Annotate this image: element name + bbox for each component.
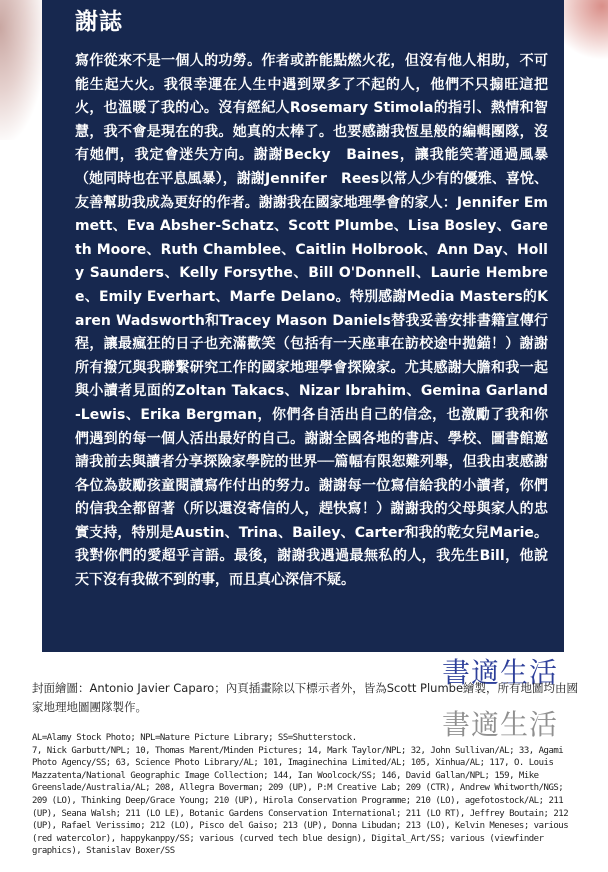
acknowledgements-body: 寫作從來不是一個人的功勞。作者或許能點燃火花，但沒有他人相助，不可能生起大火。我很幸運在人生中遇到眾多了不起的人，他們不只搧旺這把火，也溫暖了我的心。沒有經紀人Rosemary Stimola的指引、熱情和智慧，我不會是現在的我。她真的太棒了。也要感謝我恆星般的編輯團隊，沒有她們，我定會迷失方向。謝謝Becky Baines，讓我能笑著通過風暴（她同時也在平息風暴），謝謝Jennifer Rees以常人少有的優雅、喜悅、友善幫助我成為更好的作者。謝謝我在國家地理學會的家人：Jennifer Emmett、Eva Absher-Schatz、Scott Plumbe、Lisa Bosley、Gareth Moore、Ruth Chamblee、Caitlin Holbrook、Ann Day、Holly Saunders、Kelly Forsythe、Bill O'Donnell、Laurie Hembree、Emily Everhart、Marfe Delano。特別感謝Media Masters的Karen Wadsworth和Tracey Mason Daniels替我妥善安排書籍宣傳行程，讓最瘋狂的日子也充滿歡笑（包括有一天座車在訪校途中拋錨！）謝謝所有撥冗與我聯繫研究工作的國家地理學會探險家。尤其感謝大膽和我一起與小讀者見面的Zoltan Takacs、Nizar Ibrahim、Gemina Garland-Lewis、Erika Bergman，你們各自活出自己的信念，也激勵了我和你們遇到的每一個人活出最好的自己。謝謝全國各地的書店、學校、圖書館邀請我前去與讀者分享探險家學院的世界──篇幅有限恕難列舉，但我由衷感謝各位為鼓勵孩童閱讀寫作付出的努力。謝謝每一位寫信給我的小讀者，你們的信我全都留著（所以還沒寄信的人，趕快寫！）謝謝我的父母與家人的忠實支持，特別是Austin、Trina、Bailey、Carter和我的乾女兒Marie。我對你們的愛超乎言語。最後，謝謝我遇過最無私的人，我先生Bill，他說天下沒有我做不到的事，而且真心深信不疑。 [75,53,548,589]
photo-credits [32,732,580,858]
acknowledgements-panel [42,0,564,652]
acknowledgements-title: 謝誌 [75,9,123,35]
cover-credit: 封面繪圖：Antonio Javier Caparo；內頁插畫除以下標示者外，皆為Scott Plumbe繪製，所有地圖均由國家地理地圖團隊製作。 [32,681,579,714]
watermark-gray: 書適生活 [442,708,559,741]
photo-credits-list: 7, Nick Garbutt/NPL; 10, Thomas Marent/Minden Pictures; 14, Mark Taylor/NPL; 32, John Sullivan/AL; 33, Agami Photo Agency/SS; 63, Science Photo Library/AL; 101, Imaginechina Limited/AL; 105, Xinhua/AL; 117, O. Louis Mazzatenta/National Geographic Image Collection; 144, Ian Woolcock/SS; 146, David Gallan/NPL; 159, Mike Greenslade/Australia/AL; 208, Allegra Boverman; 209 (UP), P:M Creative Lab; 209 (CTR), Andrew Whitworth/NGS; 209 (LO), Thinking Deep/Grace Young; 210 (UP), Hirola Conservation Programme; 210 (LO), agefotostock/AL; 211 (UP), Seana Walsh; 211 (LO LE), Botanic Gardens Conservation International; 211 (LO RT), Jeffrey Boutain; 212 (UP), Rafael Verissimo; 212 (LO), Pisco del Gaiso; 213 (UP), Donna Libudan; 213 (LO), Kelvin Meneses; various (red watercolor), happykanppy/SS; various (curved tech blue design), Digital_Art/SS; various (viewfinder graphics), Stanislav Boxer/SS [32,745,569,857]
watermark-blue: 書適生活 [442,656,559,689]
photo-credits-abbreviations: AL=Alamy Stock Photo; NPL=Nature Picture Library; SS=Shutterstock. [32,733,357,743]
decorative-corner-left [0,0,45,140]
